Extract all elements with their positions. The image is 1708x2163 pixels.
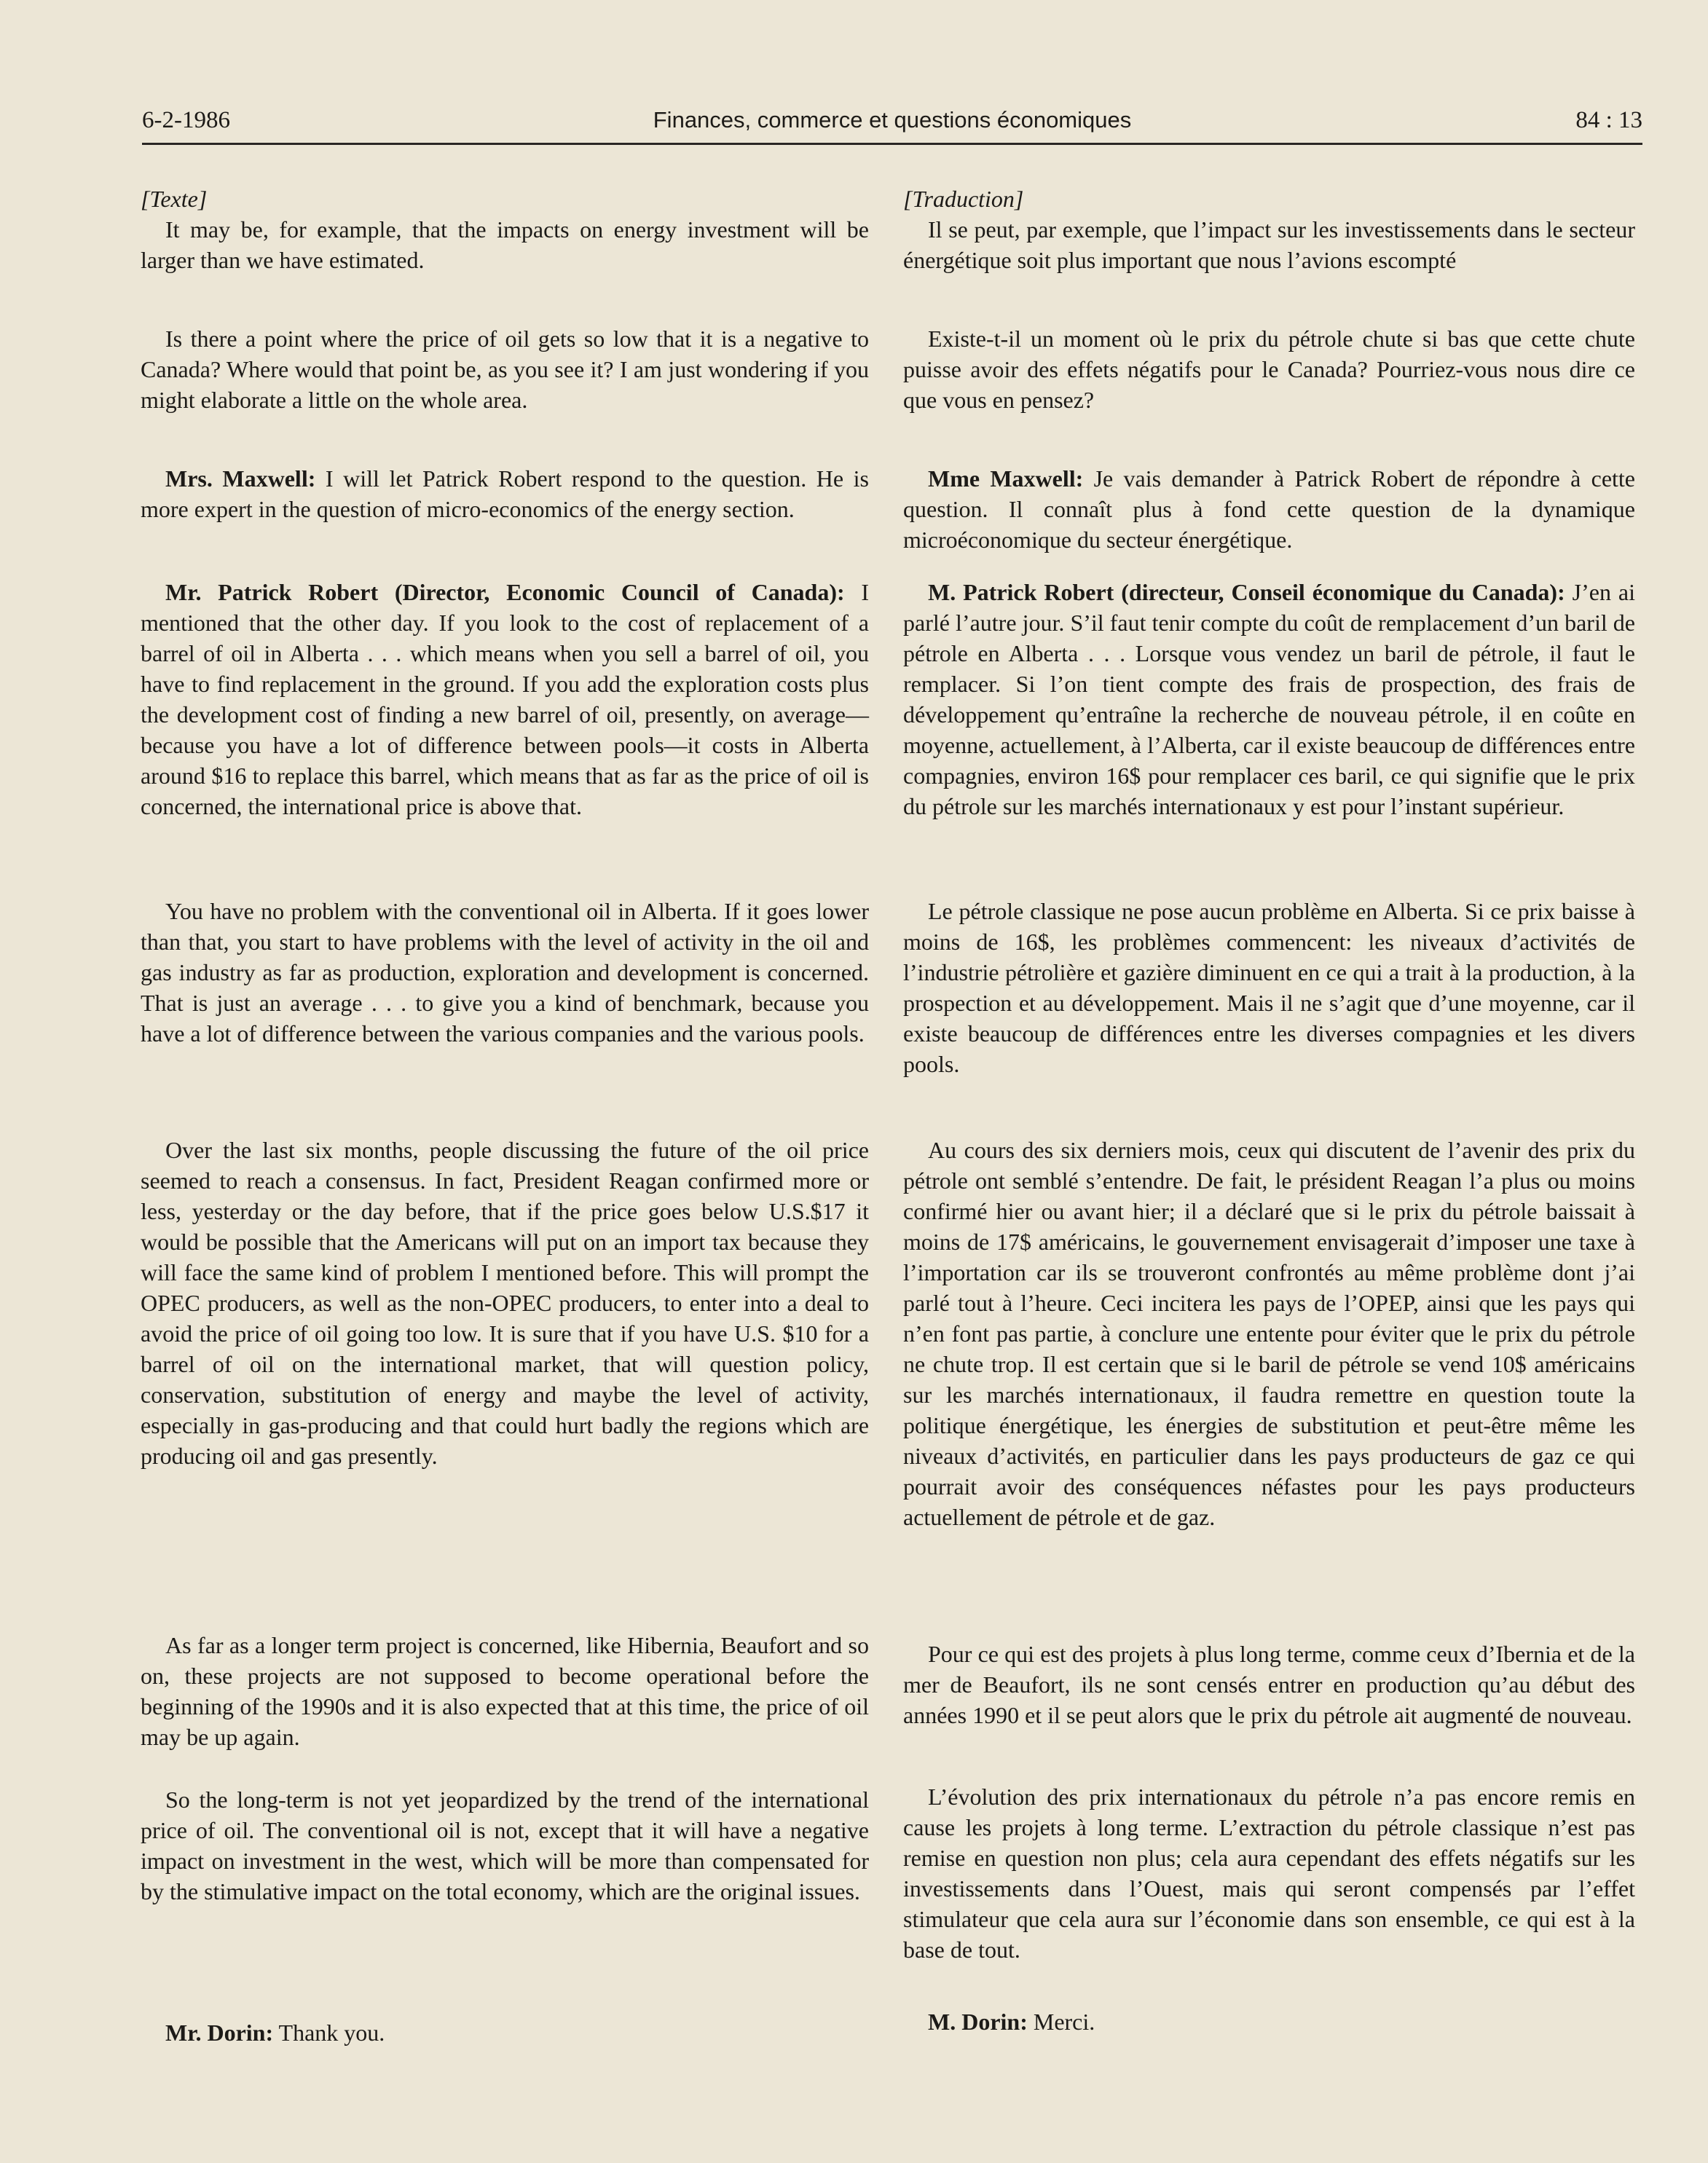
left-p9-speaker: Mr. Dorin: (165, 2020, 274, 2046)
left-p7-text: As far as a longer term project is concerned, like Hibernia, Beaufort and so on, these projects are not supposed to become operational before the beginning of the 1990s and it is also expected that at this time, the price of oil may be up again. (141, 1632, 869, 1750)
left-paragraph-3 (141, 463, 869, 524)
left-paragraph-8 (141, 1784, 869, 1907)
left-paragraph-6 (141, 1135, 869, 1471)
right-p9-speaker: M. Dorin: (928, 2009, 1028, 2035)
right-paragraph-6 (903, 1135, 1635, 1532)
left-p3-text: I will let Patrick Robert respond to the question. He is more expert in the question of micro-economics of the energy section. (141, 465, 870, 522)
right-paragraph-2 (903, 323, 1635, 415)
right-paragraph-3 (903, 463, 1635, 555)
left-p2-text: Is there a point where the price of oil gets so low that it is a negative to Canada? Where would that point be, as you see it? I am just wondering if you might elaborate a little on the whole area. (141, 326, 869, 413)
left-paragraph-4 (141, 577, 869, 822)
left-p4-text: I mentioned that the other day. If you look to the cost of replacement of a barrel of oil in Alberta . . . which means when you sell a barrel of oil, you have to find replacement in the ground. If you add the exploration costs plus the development cost of finding a new barrel of oil, presently, on average—because you have a lot of difference between pools—it costs in Alberta around $16 to replace this barrel, which means that as far as the price of oil is concerned, the international price is above that. (141, 579, 870, 819)
header-date: 6-2-1986 (142, 107, 230, 133)
left-p8-text: So the long-term is not yet jeopardized by the trend of the international price of oil. The conventional oil is not, except that it will have a negative impact on investment in the west, which will be more than compensated for by the stimulative impact on the total economy, which are the original issues. (141, 1786, 869, 1904)
right-p7-text: Pour ce qui est des projets à plus long terme, comme ceux d’Ibernia et de la mer de Beaufort, ils ne sont censés entrer en production qu’au début des années 1990 et il se peut alors que le prix du pétrole ait augmenté de nouveau. (903, 1641, 1635, 1728)
left-paragraph-7 (141, 1630, 869, 1752)
left-p5-text: You have no problem with the conventional oil in Alberta. If it goes lower than that, you start to have problems with the level of activity in the oil and gas industry as far as production, exploration and development is concerned. That is just an average . . . to give you a kind of benchmark, because you have a lot of difference between the various companies and the various pools. (141, 898, 869, 1047)
right-p4-speaker: M. Patrick Robert (directeur, Conseil économique du Canada): (928, 579, 1565, 605)
left-p9-text: Thank you. (273, 2020, 385, 2046)
left-p4-speaker: Mr. Patrick Robert (Director, Economic Council of Canada): (165, 579, 845, 605)
header-title: Finances, commerce et questions économiques (653, 107, 1132, 133)
right-p1-text: Il se peut, par exemple, que l’impact sur les investissements dans le secteur énergétique soit plus important que nous l’avions escompté (903, 216, 1635, 273)
left-section-tag-block (141, 184, 869, 214)
header-rule (142, 143, 1642, 145)
right-p3-text: Je vais demander à Patrick Robert de répondre à cette question. Il connaît plus à fond cette question de la dynamique microéconomique du secteur énergétique. (903, 465, 1636, 553)
right-paragraph-1 (903, 214, 1635, 275)
right-section-tag-block (903, 184, 1635, 214)
right-p9-text: Merci. (1027, 2009, 1095, 2035)
page-header (142, 102, 1642, 138)
right-paragraph-5 (903, 896, 1635, 1079)
right-p6-text: Au cours des six derniers mois, ceux qui discutent de l’avenir des prix du pétrole ont semblé s’entendre. De fait, le président Reagan l’a plus ou moins confirmé hier ou avant hier; il a déclaré que si le prix du pétrole baissait à moins de 17$ américains, le gouvernement envisagerait d’imposer une taxe à l’importation car ils se trouveront confrontés au même problème dont j’ai parlé tout à l’heure. Ceci incitera les pays de l’OPEP, ainsi que les pays qui n’en font pas partie, à conclure une entente pour éviter que le prix du pétrole ne chute trop. Il est certain que si le baril de pétrole se vend 10$ américains sur les marchés internationaux, il faudra remettre en question toute la politique énergétique, les énergies de substitution et peut-être même les niveaux d’activités, en particulier dans les pays producteurs de gaz ce qui pourrait avoir des conséquences néfastes pour les pays producteurs actuellement de pétrole et de gaz. (903, 1137, 1635, 1530)
right-paragraph-7 (903, 1639, 1635, 1730)
right-paragraph-4 (903, 577, 1635, 822)
left-paragraph-5 (141, 896, 869, 1049)
left-paragraph-2 (141, 323, 869, 415)
left-paragraph-1 (141, 214, 869, 275)
right-paragraph-8 (903, 1781, 1635, 1965)
right-p3-speaker: Mme Maxwell: (928, 465, 1084, 492)
left-p3-speaker: Mrs. Maxwell: (165, 465, 316, 492)
left-section-tag: [Texte] (141, 186, 208, 212)
right-p8-text: L’évolution des prix internationaux du pétrole n’a pas encore remis en cause les projets à long terme. L’extraction du pétrole classique n’est pas remise en question non plus; cela aura cependant des effets négatifs sur les investissements dans l’Ouest, mais qui seront compensés par l’effet stimulateur que cela aura sur l’économie dans son ensemble, ce qui est à la base de tout. (903, 1784, 1635, 1963)
right-p4-text: J’en ai parlé l’autre jour. S’il faut tenir compte du coût de remplacement d’un baril de pétrole en Alberta . . . Lorsque vous vendez un baril de pétrole, il faut le remplacer. Si l’on tient compte des frais de prospection, des frais de développement qu’entraîne la recherche de nouveau pétrole, il en coûte en moyenne, actuellement, à l’Alberta, car il existe beaucoup de différences entre compagnies, environ 16$ pour remplacer ces baril, ce qui signifie que le prix du pétrole sur les marchés internationaux y est pour l’instant supérieur. (903, 579, 1636, 819)
header-page-number: 84 : 13 (1575, 107, 1642, 133)
left-paragraph-9 (141, 2017, 869, 2048)
right-p2-text: Existe-t-il un moment où le prix du pétrole chute si bas que cette chute puisse avoir des effets négatifs pour le Canada? Pourriez-vous nous dire ce que vous en pensez? (903, 326, 1635, 413)
left-p1-text: It may be, for example, that the impacts on energy investment will be larger than we have estimated. (141, 216, 869, 273)
right-paragraph-9 (903, 2006, 1635, 2037)
right-p5-text: Le pétrole classique ne pose aucun problème en Alberta. Si ce prix baisse à moins de 16$, les problèmes commencent: les niveaux d’activités de l’industrie pétrolière et gazière diminuent en ce qui a trait à la production, à la prospection et au développement. Mais il ne s’agit que d’une moyenne, car il existe beaucoup de différences entre les diverses compagnies et les divers pools. (903, 898, 1635, 1077)
left-p6-text: Over the last six months, people discussing the future of the oil price seemed to reach a consensus. In fact, President Reagan confirmed more or less, yesterday or the day before, that if the price goes below U.S.$17 it would be possible that the Americans will put on an import tax because they will face the same kind of problem I mentioned before. This will prompt the OPEC producers, as well as the non-OPEC producers, to enter into a deal to avoid the price of oil going too low. It is sure that if you have U.S. $10 for a barrel of oil on the international market, that will question policy, conservation, substitution of energy and maybe the level of activity, especially in gas-producing and that could hurt badly the regions which are producing oil and gas presently. (141, 1137, 869, 1469)
right-section-tag: [Traduction] (903, 186, 1024, 212)
